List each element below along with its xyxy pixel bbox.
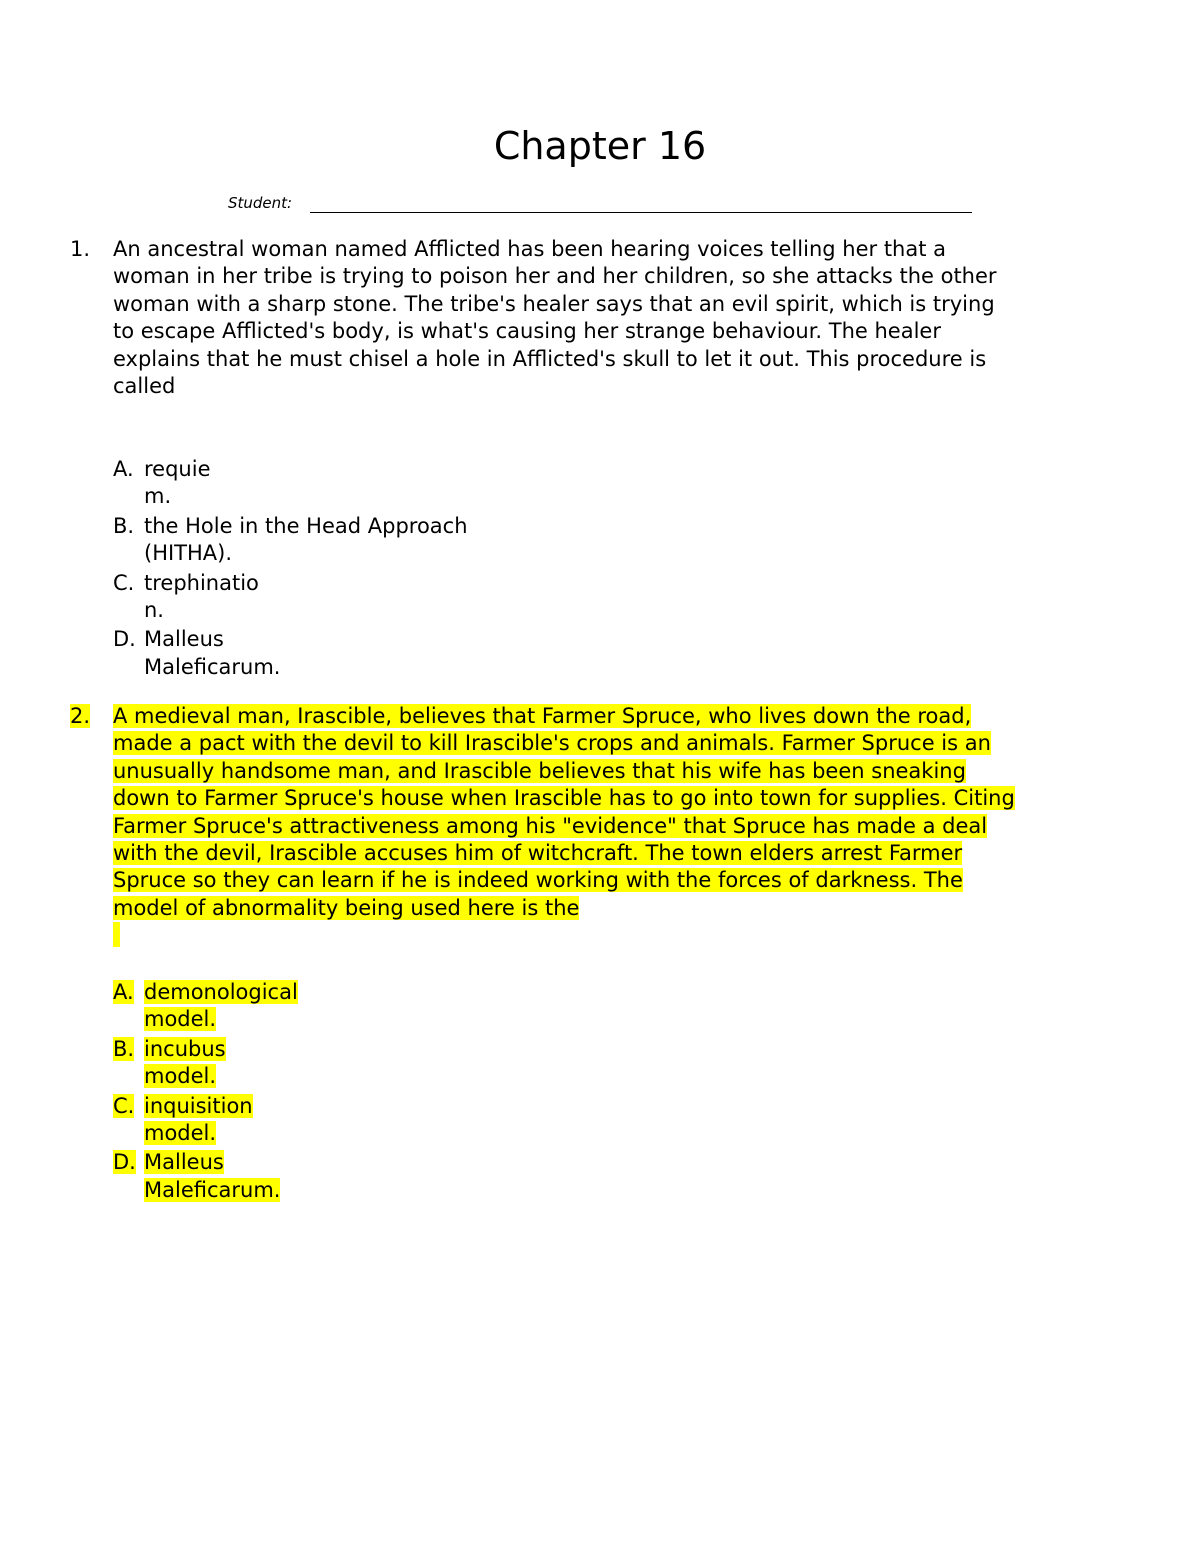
question-number: 1. <box>70 237 91 261</box>
question-line: woman in her tribe is trying to poison her and her children, so she attacks the other <box>113 264 997 289</box>
question-line-text: down to Farmer Spruce's house when Irascible has to go into town for supplies. Citing <box>113 786 1015 811</box>
option-text <box>144 1036 633 1063</box>
answer-options <box>113 456 633 683</box>
option-text-hl: inquisition <box>144 1093 253 1118</box>
option-letter <box>113 1149 136 1176</box>
option-text-hl: Maleficarum. <box>144 1177 281 1202</box>
option-text <box>144 1063 633 1090</box>
question-line: to escape Afflicted's body, is what's causing her strange behaviour. The healer <box>113 319 941 344</box>
question-line <box>113 840 1133 867</box>
option-letter: B. <box>113 513 135 538</box>
question-line: woman with a sharp stone. The tribe's healer says that an evil spirit, which is trying <box>113 291 995 316</box>
option-letter: C. <box>113 570 135 595</box>
option-text: Maleficarum. <box>144 654 281 679</box>
question-line <box>113 758 1133 785</box>
option-letter <box>113 1093 134 1120</box>
option-text: n. <box>144 598 164 623</box>
answer-option-a <box>113 456 633 511</box>
question-line <box>113 785 1133 812</box>
option-letter: D. <box>113 627 136 652</box>
highlight-mark <box>113 922 120 947</box>
option-text-hl: model. <box>144 1064 217 1089</box>
question-line <box>113 813 1133 840</box>
answer-option-b <box>113 1036 633 1091</box>
student-label: Student: <box>228 194 293 212</box>
question-line-text: Farmer Spruce's attractiveness among his "evidence" that Spruce has made a deal <box>113 813 988 838</box>
option-text-hl: demonological <box>144 980 298 1004</box>
question-line-text: A medieval man, Irascible, believes that Farmer Spruce, who lives down the road, <box>113 704 972 728</box>
option-letter-text: A. <box>113 980 134 1004</box>
student-name-line <box>310 212 972 213</box>
option-text: (HITHA). <box>144 541 233 566</box>
option-letter-text: C. <box>113 1093 135 1118</box>
question-line <box>113 895 1133 922</box>
option-text <box>144 1006 633 1033</box>
option-letter <box>113 979 134 1006</box>
option-text: requie <box>144 457 211 481</box>
question-number-text: 2. <box>70 704 91 728</box>
option-text-hl: Malleus <box>144 1150 224 1175</box>
answer-option-c <box>113 570 633 625</box>
option-text: m. <box>144 484 172 509</box>
question-line: called <box>113 374 176 399</box>
answer-options <box>113 979 633 1206</box>
option-text-hl: model. <box>144 1121 217 1146</box>
question-line <box>113 867 1133 894</box>
option-letter-text: B. <box>113 1036 135 1061</box>
answer-option-b <box>113 513 633 568</box>
answer-option-d <box>113 1149 633 1204</box>
question-line-text: unusually handsome man, and Irascible believes that his wife has been sneaking <box>113 758 966 783</box>
question-line: An ancestral woman named Afflicted has been hearing voices telling her that a <box>113 237 947 261</box>
option-text: trephinatio <box>144 570 259 595</box>
option-text <box>144 979 633 1006</box>
question-text <box>113 703 1133 950</box>
option-text-hl: incubus <box>144 1036 226 1061</box>
question-line-text: made a pact with the devil to kill Irascible's crops and animals. Farmer Spruce is an <box>113 731 991 756</box>
question-number <box>70 703 90 730</box>
option-text <box>144 1149 633 1176</box>
question-line <box>113 730 1133 757</box>
option-letter-text: D. <box>113 1150 136 1175</box>
option-text-hl: model. <box>144 1007 217 1032</box>
question-line-text: with the devil, Irascible accuses him of witchcraft. The town elders arrest Farmer <box>113 841 963 866</box>
answer-option-c <box>113 1093 633 1148</box>
answer-option-a <box>113 979 633 1034</box>
question-line-text: Spruce so they can learn if he is indeed working with the forces of darkness. The <box>113 868 963 893</box>
page-title: Chapter 16 <box>493 124 707 168</box>
option-letter <box>113 1036 134 1063</box>
option-letter: A. <box>113 457 134 481</box>
option-text: Malleus <box>144 627 224 652</box>
highlight-empty-line <box>113 922 1133 949</box>
option-text <box>144 1120 633 1147</box>
question-text <box>113 236 1133 400</box>
student-field <box>228 192 974 216</box>
option-text: the Hole in the Head Approach <box>144 513 468 538</box>
question-line <box>113 703 1133 730</box>
option-text <box>144 1093 633 1120</box>
question-line: explains that he must chisel a hole in Afflicted's skull to let it out. This procedure is <box>113 346 987 371</box>
option-text <box>144 1177 633 1204</box>
question-line-text: model of abnormality being used here is the <box>113 895 580 920</box>
answer-option-d <box>113 626 633 681</box>
